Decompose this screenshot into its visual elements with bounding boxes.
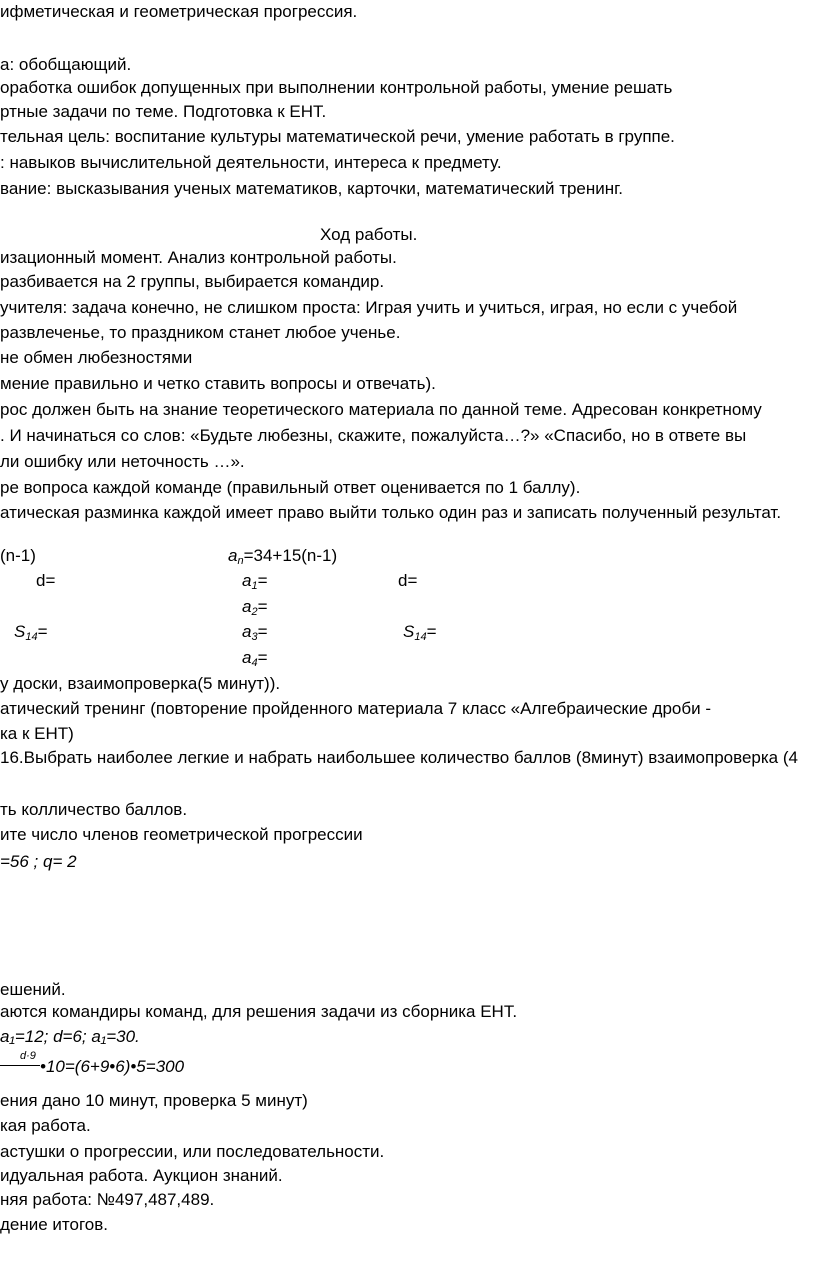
text-line: . И начинаться со слов: «Будьте любезны, скажите, пожалуйста…?» «Спасибо, но в ответе вы [0, 426, 747, 445]
text-line: ка к ЕНТ) [0, 724, 74, 743]
text-line: няя работа: №497,487,489. [0, 1190, 215, 1209]
text-line: ли ошибку или неточность …». [0, 452, 245, 471]
section-heading: Ход работы. [320, 225, 418, 244]
text-line: атический тренинг (повторение пройденного материала 7 класс «Алгебраические дроби - [0, 699, 711, 718]
text-line: рос должен быть на знание теоретического материала по данной теме. Адресован конкретному [0, 400, 762, 419]
text-line: : навыков вычислительной деятельности, интереса к предмету. [0, 153, 502, 172]
text-line: астушки о прогрессии, или последовательности. [0, 1142, 385, 1161]
text-line: тельная цель: воспитание культуры математической речи, умение работать в группе. [0, 127, 675, 146]
formula-right: $a_n=34+15(n-1)$ [228, 546, 338, 567]
s14-left: $S_{14}=$ [14, 622, 48, 643]
text-line: ре вопроса каждой команде (правильный ответ оценивается по 1 баллу). [0, 478, 581, 497]
d-right: d= [398, 571, 418, 590]
text-line: кая работа. [0, 1116, 91, 1135]
a3-term: $a_3=$ [242, 622, 268, 643]
math-line: a₁=12; d=6; a₁=30. [0, 1027, 140, 1046]
text-line: 16.Выбрать наиболее легкие и набрать наибольшее количество баллов (8минут) взаимопроверка (4 [0, 748, 798, 767]
text-line: атическая разминка каждой имеет право выйти только один раз и записать полученный результат. [0, 503, 782, 522]
fraction-bar [0, 1065, 40, 1066]
text-line: развлеченье, то праздником станет любое ученье. [0, 323, 401, 342]
text-line: аются командиры команд, для решения задачи из сборника ЕНТ. [0, 1002, 518, 1021]
text-line: у доски, взаимопроверка(5 минут)). [0, 674, 281, 693]
a4-term: $a_4=$ [242, 648, 268, 669]
doc-title-line: ифметическая и геометрическая прогрессия. [0, 2, 358, 21]
text-line: а: обобщающий. [0, 55, 132, 74]
a1-term: $a_1=$ [242, 571, 268, 592]
text-line: ите число членов геометрической прогрессии [0, 825, 363, 844]
text-line: ения дано 10 минут, проверка 5 минут) [0, 1091, 308, 1110]
text-line: вание: высказывания ученых математиков, карточки, математический тренинг. [0, 179, 624, 198]
d-left: d= [36, 571, 56, 590]
s14-right: $S_{14}=$ [403, 622, 437, 643]
fraction-numerator: d·9 [20, 1050, 36, 1062]
text-line: оработка ошибок допущенных при выполнении контрольной работы, умение решать [0, 78, 673, 97]
text-line: идуальная работа. Аукцион знаний. [0, 1166, 283, 1185]
text-line: учителя: задача конечно, не слишком проста: Играя учить и учиться, играя, но если с учебой [0, 298, 738, 317]
text-line: дение итогов. [0, 1215, 109, 1234]
text-line: разбивается на 2 группы, выбирается командир. [0, 272, 385, 291]
a2-term: $a_2=$ [242, 597, 268, 618]
text-line: мение правильно и четко ставить вопросы и отвечать). [0, 374, 436, 393]
math-line: •10=(6+9•6)•5=300 [40, 1057, 185, 1076]
text-line: ть колличество баллов. [0, 800, 188, 819]
text-line: ртные задачи по теме. Подготовка к ЕНТ. [0, 102, 327, 121]
text-line: ешений. [0, 980, 66, 999]
text-line: не обмен любезностями [0, 348, 193, 367]
formula-left: (n-1) [0, 546, 36, 565]
text-line: изационный момент. Анализ контрольной работы. [0, 248, 397, 267]
math-line: =56 ; q= 2 [0, 852, 77, 871]
